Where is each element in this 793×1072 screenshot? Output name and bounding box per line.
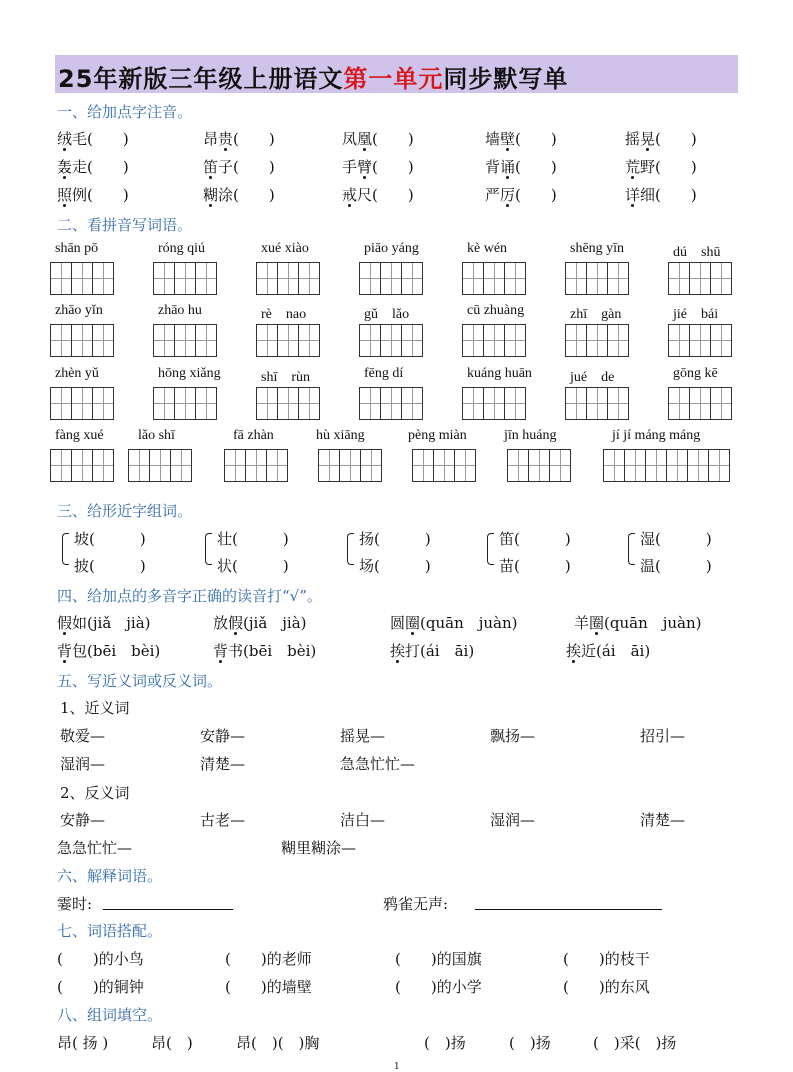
section-1-heading: 一、给加点字注音。 (57, 103, 193, 121)
grid-cell[interactable] (360, 449, 382, 482)
answer-line-1[interactable] (103, 909, 233, 910)
pinyin-label: zhèn yǔ (55, 366, 99, 381)
pronunciation-item[interactable] (342, 184, 414, 205)
item-rest: 近(ái āi) (581, 642, 651, 660)
brace-bracket (205, 533, 212, 565)
item-char: 背 (485, 158, 501, 176)
pinyin-label: zhāo yǐn (55, 303, 103, 318)
pronunciation-item[interactable] (203, 128, 275, 149)
fill-word-item[interactable]: ( )扬 (424, 1034, 466, 1052)
grid-cell[interactable] (298, 387, 320, 420)
pronunciation-item[interactable] (625, 156, 697, 177)
pronunciation-item[interactable] (342, 128, 414, 149)
grid-cell[interactable] (298, 324, 320, 357)
grid-cell[interactable] (174, 324, 196, 357)
grid-cell[interactable] (710, 387, 732, 420)
item-char: 严 (485, 186, 501, 204)
grid-cell[interactable] (339, 449, 361, 482)
item-rest: ( ) (515, 158, 557, 176)
pronunciation-item[interactable] (485, 156, 557, 177)
pronunciation-item[interactable] (625, 128, 697, 149)
dotted-char: 凰 (357, 130, 373, 148)
grid-cell[interactable] (689, 324, 711, 357)
pinyin-label: zhāo hu (158, 303, 202, 318)
writing-grid[interactable] (359, 324, 423, 357)
fill-word-item[interactable]: 昂( )( )胸 (236, 1034, 320, 1052)
dotted-char: 厉 (500, 186, 516, 204)
grid-cell[interactable] (298, 262, 320, 295)
grid-cell[interactable] (687, 449, 709, 482)
grid-cell[interactable] (128, 449, 150, 482)
pronunciation-item[interactable] (203, 184, 275, 205)
fill-word-item[interactable]: 昂( 扬 ) (57, 1034, 109, 1052)
pinyin-label: fàng xué (55, 428, 104, 443)
writing-grid[interactable] (412, 449, 476, 482)
pronunciation-item[interactable] (485, 184, 557, 205)
grid-cell[interactable] (92, 262, 114, 295)
writing-grid[interactable] (565, 262, 629, 295)
word-pair-top[interactable]: 扬( ) (359, 530, 431, 548)
writing-grid[interactable] (50, 387, 114, 420)
pinyin-label: fēng dí (364, 366, 404, 381)
dotted-char: 笛 (203, 158, 219, 176)
pinyin-label: jí jí máng máng (612, 428, 701, 443)
writing-grid[interactable] (50, 449, 114, 482)
grid-cell[interactable] (71, 262, 93, 295)
section-7-heading: 七、词语搭配。 (57, 922, 163, 940)
polyphone-item[interactable] (213, 640, 316, 661)
grid-cell[interactable] (454, 449, 476, 482)
grid-cell[interactable] (504, 262, 526, 295)
item-rest: 包(bēi bèi) (72, 642, 161, 660)
item-rest: 走( ) (72, 158, 129, 176)
writing-grid[interactable] (507, 449, 571, 482)
writing-grid[interactable] (153, 262, 217, 295)
item-rest: ( ) (233, 130, 275, 148)
pinyin-label: kè wén (467, 241, 508, 256)
grid-cell[interactable] (668, 324, 690, 357)
synonym-item[interactable]: 摇晃— (340, 727, 386, 745)
pinyin-label: jié bái (673, 307, 719, 322)
pronunciation-item[interactable] (625, 184, 697, 205)
pinyin-label: pèng miàn (408, 428, 467, 443)
section-3-heading: 三、给形近字组词。 (57, 502, 193, 520)
word-pair-top[interactable]: 湿( ) (640, 530, 712, 548)
pronunciation-item[interactable] (57, 156, 129, 177)
collocation-item[interactable]: ( )的小鸟 (57, 950, 144, 968)
dotted-char: 挨 (566, 642, 582, 660)
grid-cell[interactable] (153, 262, 175, 295)
antonym-item[interactable]: 洁白— (340, 811, 386, 829)
item-char: 羊 (574, 614, 590, 632)
writing-grid[interactable] (565, 324, 629, 357)
grid-cell[interactable] (50, 449, 72, 482)
section-2-heading: 二、看拼音写词语。 (57, 216, 193, 234)
grid-cell[interactable] (483, 262, 505, 295)
grid-cell[interactable] (174, 262, 196, 295)
antonym-item[interactable]: 清楚— (640, 811, 686, 829)
collocation-item[interactable]: ( )的老师 (225, 950, 312, 968)
writing-grid[interactable] (256, 324, 320, 357)
item-rest: (jiǎ jià) (243, 614, 307, 632)
collocation-item[interactable]: ( )的铜钟 (57, 978, 144, 996)
pinyin-label: gōng kē (673, 366, 718, 381)
grid-cell[interactable] (549, 449, 571, 482)
grid-cell[interactable] (92, 324, 114, 357)
grid-cell[interactable] (256, 262, 278, 295)
grid-cell[interactable] (504, 387, 526, 420)
pinyin-label: dú shū (673, 245, 721, 260)
dotted-char: 糊 (203, 186, 219, 204)
fill-word-item[interactable]: 昂( ) (151, 1034, 193, 1052)
grid-cell[interactable] (50, 324, 72, 357)
item-rest: 涂( ) (218, 186, 275, 204)
writing-grid[interactable] (359, 387, 423, 420)
pronunciation-item[interactable] (203, 156, 275, 177)
grid-cell[interactable] (565, 387, 587, 420)
dotted-char: 圈 (589, 614, 605, 632)
grid-cell[interactable] (277, 324, 299, 357)
writing-grid[interactable] (462, 387, 526, 420)
grid-cell[interactable] (528, 449, 550, 482)
item-rest: ( ) (515, 130, 557, 148)
grid-cell[interactable] (586, 262, 608, 295)
writing-grid[interactable] (224, 449, 288, 482)
dotted-char: 绒 (57, 130, 73, 148)
word-pair-bottom[interactable]: 场( ) (359, 557, 431, 575)
fill-word-item[interactable]: ( )采( )扬 (593, 1034, 677, 1052)
pinyin-label: xué xiào (261, 241, 309, 256)
antonym-item[interactable]: 安静— (60, 811, 106, 829)
section-8-heading: 八、组词填空。 (57, 1006, 163, 1024)
grid-cell[interactable] (624, 449, 646, 482)
page-number: 1 (394, 1062, 400, 1072)
grid-cell[interactable] (586, 324, 608, 357)
dotted-char: 假 (57, 614, 73, 632)
antonym-item[interactable]: 古老— (200, 811, 246, 829)
pronunciation-item[interactable] (57, 128, 129, 149)
polyphone-item[interactable] (390, 640, 474, 661)
antonym-subheading: 2、反义词 (60, 784, 130, 802)
collocation-item[interactable]: ( )的国旗 (395, 950, 482, 968)
section-4-heading: 四、给加点的多音字正确的读音打“√”。 (57, 587, 322, 605)
grid-cell[interactable] (645, 449, 667, 482)
brace-bracket (487, 533, 494, 565)
word-pair-top[interactable]: 壮( ) (217, 530, 289, 548)
item-char: 圆 (390, 614, 406, 632)
writing-grid[interactable] (359, 262, 423, 295)
item-rest: ( ) (372, 158, 414, 176)
grid-cell[interactable] (607, 262, 629, 295)
grid-cell[interactable] (433, 449, 455, 482)
writing-grid[interactable] (668, 262, 732, 295)
polyphone-item[interactable] (213, 612, 307, 633)
pinyin-label: lǎo shī (138, 428, 175, 443)
dotted-char: 照 (57, 186, 73, 204)
writing-grid[interactable] (668, 324, 732, 357)
item-rest: (quān juàn) (604, 614, 702, 632)
collocation-item[interactable]: ( )的枝干 (563, 950, 650, 968)
writing-grid[interactable] (153, 387, 217, 420)
item-rest: 野( ) (640, 158, 697, 176)
pinyin-label: rè nao (261, 307, 307, 322)
writing-grid[interactable] (256, 387, 320, 420)
pinyin-label: gǔ lǎo (364, 307, 410, 322)
grid-cell[interactable] (380, 262, 402, 295)
dotted-char: 背 (57, 642, 73, 660)
synonym-item[interactable]: 飘扬— (490, 727, 536, 745)
grid-cell[interactable] (71, 387, 93, 420)
grid-cell[interactable] (710, 324, 732, 357)
section-6-heading: 六、解释词语。 (57, 867, 163, 885)
pinyin-label: cū zhuàng (467, 303, 525, 318)
pinyin-label: shān pō (55, 241, 99, 256)
dotted-char: 戒 (342, 186, 358, 204)
grid-cell[interactable] (277, 262, 299, 295)
antonym-item[interactable]: 急急忙忙— (57, 839, 133, 857)
item-char: 手 (342, 158, 358, 176)
writing-grid[interactable] (50, 324, 114, 357)
grid-cell[interactable] (266, 449, 288, 482)
dotted-char: 挨 (390, 642, 406, 660)
synonym-item[interactable]: 清楚— (200, 755, 246, 773)
explain-word-2: 鸦雀无声: (383, 895, 449, 913)
item-rest: ( ) (372, 130, 414, 148)
grid-cell[interactable] (462, 387, 484, 420)
brace-bracket (62, 533, 69, 565)
writing-grid[interactable] (256, 262, 320, 295)
grid-cell[interactable] (689, 262, 711, 295)
grid-cell[interactable] (71, 324, 93, 357)
synonym-item[interactable]: 急急忙忙— (340, 755, 416, 773)
grid-cell[interactable] (359, 262, 381, 295)
collocation-item[interactable]: ( )的东风 (563, 978, 650, 996)
pinyin-label: róng qiú (158, 241, 206, 256)
polyphone-item[interactable] (390, 612, 518, 633)
item-rest: 书(bēi bèi) (228, 642, 317, 660)
item-rest: 毛( ) (72, 130, 129, 148)
grid-cell[interactable] (462, 324, 484, 357)
pinyin-label: shī rùn (261, 370, 310, 385)
answer-line-2[interactable] (475, 909, 662, 910)
grid-cell[interactable] (245, 449, 267, 482)
pinyin-label: zhī gàn (570, 307, 622, 322)
word-pair-top[interactable]: 坡( ) (74, 530, 146, 548)
polyphone-item[interactable] (574, 612, 702, 633)
polyphone-item[interactable] (566, 640, 650, 661)
page-title: 25年新版三年级上册语文第一单元同步默写单 (58, 65, 569, 93)
writing-grid[interactable] (668, 387, 732, 420)
grid-cell[interactable] (153, 324, 175, 357)
item-rest: (quān juàn) (420, 614, 518, 632)
item-rest: 如(jiǎ jià) (72, 614, 151, 632)
brace-bracket (628, 533, 635, 565)
writing-grid[interactable] (318, 449, 382, 482)
grid-cell[interactable] (170, 449, 192, 482)
item-rest: 细( ) (640, 186, 697, 204)
grid-cell[interactable] (195, 387, 217, 420)
word-pair-bottom[interactable]: 温( ) (640, 557, 712, 575)
explain-word-1: 霎时: (57, 895, 93, 913)
item-rest: ( ) (515, 186, 557, 204)
grid-cell[interactable] (412, 449, 434, 482)
grid-cell[interactable] (668, 262, 690, 295)
grid-cell[interactable] (565, 324, 587, 357)
grid-cell[interactable] (92, 449, 114, 482)
grid-cell[interactable] (50, 387, 72, 420)
writing-grid[interactable] (153, 324, 217, 357)
grid-cell[interactable] (256, 387, 278, 420)
word-pair-bottom[interactable]: 苗( ) (499, 557, 571, 575)
grid-cell[interactable] (318, 449, 340, 482)
synonym-item[interactable]: 湿润— (60, 755, 106, 773)
word-pair-bottom[interactable]: 状( ) (217, 557, 289, 575)
item-char: 放 (213, 614, 229, 632)
grid-cell[interactable] (666, 449, 688, 482)
dotted-char: 诵 (500, 158, 516, 176)
grid-cell[interactable] (401, 262, 423, 295)
dotted-char: 荒 (625, 158, 641, 176)
grid-cell[interactable] (50, 262, 72, 295)
grid-cell[interactable] (153, 387, 175, 420)
collocation-item[interactable]: ( )的墙壁 (225, 978, 312, 996)
grid-cell[interactable] (380, 324, 402, 357)
synonym-subheading: 1、近义词 (60, 699, 130, 717)
synonym-item[interactable]: 招引— (640, 727, 686, 745)
item-rest: 子( ) (218, 158, 275, 176)
writing-grid[interactable] (603, 449, 730, 482)
grid-cell[interactable] (586, 387, 608, 420)
item-rest: ( ) (655, 130, 697, 148)
dotted-char: 臂 (357, 158, 373, 176)
grid-cell[interactable] (401, 324, 423, 357)
item-rest: 打(ái āi) (405, 642, 475, 660)
grid-cell[interactable] (92, 387, 114, 420)
pinyin-label: piāo yáng (364, 241, 419, 256)
grid-cell[interactable] (195, 324, 217, 357)
grid-cell[interactable] (603, 449, 625, 482)
polyphone-item[interactable] (57, 612, 151, 633)
pinyin-label: fā zhàn (233, 428, 274, 443)
writing-grid[interactable] (565, 387, 629, 420)
pronunciation-item[interactable] (485, 128, 557, 149)
antonym-item[interactable]: 湿润— (490, 811, 536, 829)
pronunciation-item[interactable] (342, 156, 414, 177)
dotted-char: 轰 (57, 158, 73, 176)
item-char: 凤 (342, 130, 358, 148)
grid-cell[interactable] (256, 324, 278, 357)
dotted-char: 圈 (405, 614, 421, 632)
grid-cell[interactable] (401, 387, 423, 420)
dotted-char: 假 (228, 614, 244, 632)
dotted-char: 背 (213, 642, 229, 660)
grid-cell[interactable] (380, 387, 402, 420)
grid-cell[interactable] (565, 262, 587, 295)
grid-cell[interactable] (507, 449, 529, 482)
grid-cell[interactable] (71, 449, 93, 482)
grid-cell[interactable] (607, 324, 629, 357)
item-char: 摇 (625, 130, 641, 148)
grid-cell[interactable] (689, 387, 711, 420)
brace-bracket (347, 533, 354, 565)
pinyin-label: jīn huáng (504, 428, 557, 443)
writing-grid[interactable] (50, 262, 114, 295)
grid-cell[interactable] (359, 387, 381, 420)
grid-cell[interactable] (174, 387, 196, 420)
grid-cell[interactable] (504, 324, 526, 357)
word-pair-top[interactable]: 笛( ) (499, 530, 571, 548)
grid-cell[interactable] (149, 449, 171, 482)
writing-grid[interactable] (128, 449, 192, 482)
item-char: 墙 (485, 130, 501, 148)
grid-cell[interactable] (359, 324, 381, 357)
dotted-char: 详 (625, 186, 641, 204)
grid-cell[interactable] (462, 262, 484, 295)
collocation-item[interactable]: ( )的小学 (395, 978, 482, 996)
pinyin-label: shēng yīn (570, 241, 625, 256)
grid-cell[interactable] (483, 387, 505, 420)
pinyin-label: hōng xiǎng (158, 366, 221, 381)
grid-cell[interactable] (224, 449, 246, 482)
grid-cell[interactable] (668, 387, 690, 420)
section-5-heading: 五、写近义词或反义词。 (57, 672, 223, 690)
pinyin-label: jué de (570, 370, 615, 385)
item-rest: 例( ) (72, 186, 129, 204)
antonym-item[interactable]: 糊里糊涂— (281, 839, 357, 857)
fill-word-item[interactable]: ( )扬 (509, 1034, 551, 1052)
dotted-char: 晃 (640, 130, 656, 148)
grid-cell[interactable] (708, 449, 730, 482)
item-rest: 尺( ) (357, 186, 414, 204)
synonym-item[interactable]: 安静— (200, 727, 246, 745)
writing-grid[interactable] (462, 262, 526, 295)
pronunciation-item[interactable] (57, 184, 129, 205)
writing-grid[interactable] (462, 324, 526, 357)
title-highlight: 第一单元 (343, 65, 444, 93)
grid-cell[interactable] (277, 387, 299, 420)
item-char: 昂 (203, 130, 219, 148)
pinyin-label: kuáng huān (467, 366, 532, 381)
pinyin-label: hù xiāng (316, 428, 365, 443)
dotted-char: 壁 (500, 130, 516, 148)
grid-cell[interactable] (710, 262, 732, 295)
grid-cell[interactable] (195, 262, 217, 295)
polyphone-item[interactable] (57, 640, 160, 661)
synonym-item[interactable]: 敬爱— (60, 727, 106, 745)
grid-cell[interactable] (607, 387, 629, 420)
grid-cell[interactable] (483, 324, 505, 357)
word-pair-bottom[interactable]: 披( ) (74, 557, 146, 575)
dotted-char: 贵 (218, 130, 234, 148)
